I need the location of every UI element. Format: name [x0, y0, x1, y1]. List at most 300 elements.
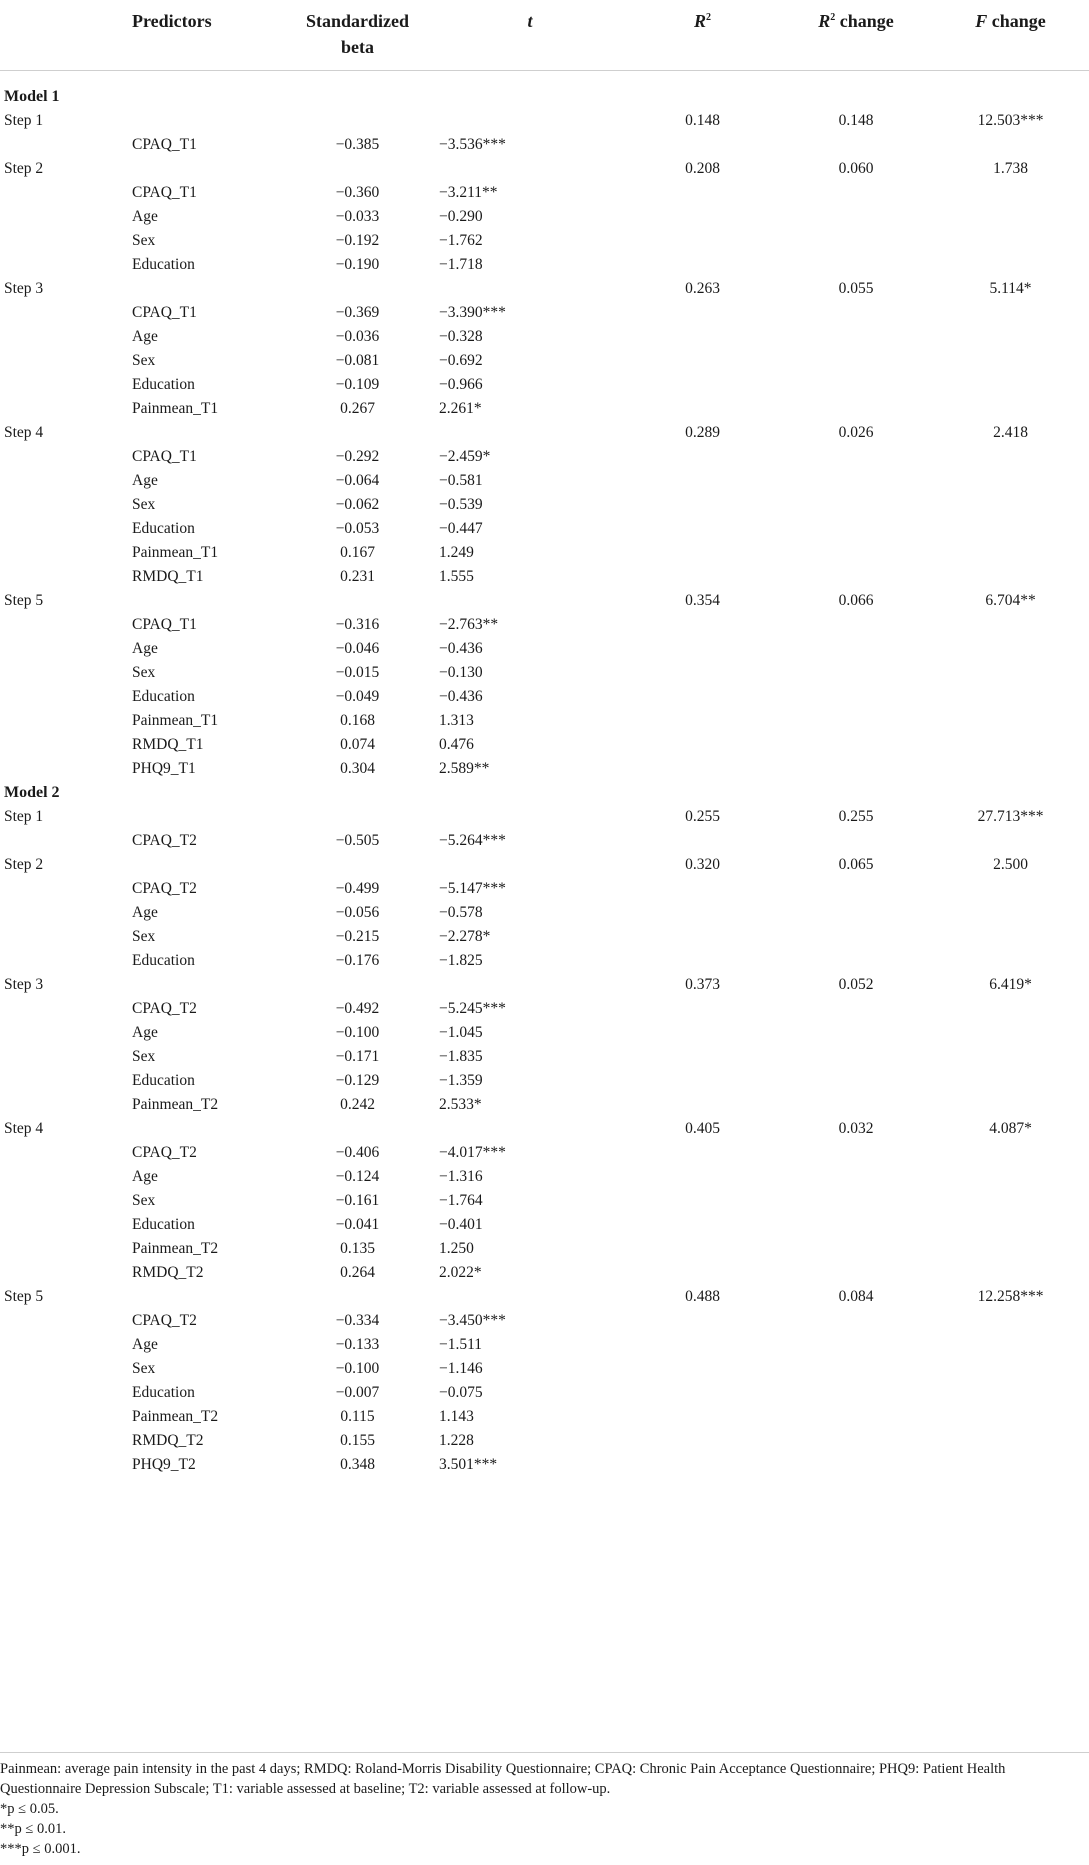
cell-f-change [932, 349, 1089, 373]
cell-predictor: Sex [132, 1360, 156, 1377]
predictor-row [0, 229, 1089, 253]
cell-beta: −0.133 [335, 1336, 380, 1353]
cell-f-change [932, 373, 1089, 397]
cell-r2-change [780, 469, 932, 493]
step-row [0, 1285, 1089, 1309]
cell-label [0, 1237, 128, 1261]
cell-label: Step 4 [4, 424, 44, 441]
cell-r2-change [780, 661, 932, 685]
cell-f-change: 12.258*** [977, 1288, 1044, 1305]
cell-beta: −0.015 [335, 664, 380, 681]
header-standardized-beta [280, 0, 435, 71]
spacer-row [0, 71, 1089, 86]
cell-r2-change [780, 397, 932, 421]
predictor-row [0, 1213, 1089, 1237]
cell-t: −1.835 [439, 1048, 483, 1065]
cell-predictor: CPAQ_T1 [132, 136, 197, 153]
step-row [0, 973, 1089, 997]
cell-r2 [625, 1189, 780, 1213]
cell-beta: 0.304 [340, 760, 375, 777]
header-r2-symbol: R [693, 11, 706, 31]
cell-label [0, 1309, 128, 1333]
cell-t [435, 589, 625, 613]
cell-r2 [625, 1261, 780, 1285]
cell-f-change: 2.500 [993, 856, 1028, 873]
cell-r2-change [780, 1045, 932, 1069]
cell-beta: 0.242 [340, 1096, 375, 1113]
cell-predictor: CPAQ_T2 [132, 1000, 197, 1017]
cell-f-change: 2.418 [993, 424, 1028, 441]
predictor-row [0, 901, 1089, 925]
cell-predictor: Sex [132, 1192, 156, 1209]
cell-label [0, 1405, 128, 1429]
cell-beta: −0.176 [335, 952, 380, 969]
cell-beta: −0.360 [335, 184, 380, 201]
cell-f-change [932, 1237, 1089, 1261]
cell-beta [280, 109, 435, 133]
cell-r2-change [780, 133, 932, 157]
step-row [0, 853, 1089, 877]
cell-r2: 0.405 [685, 1120, 720, 1137]
cell-f-change [932, 733, 1089, 757]
cell-label [0, 1045, 128, 1069]
cell-t: 3.501*** [439, 1456, 498, 1473]
cell-beta: −0.064 [335, 472, 380, 489]
cell-r2-change [780, 373, 932, 397]
cell-r2-change [780, 349, 932, 373]
cell-predictor: RMDQ_T1 [132, 568, 204, 585]
cell-label [0, 829, 128, 853]
header-r2 [625, 0, 780, 71]
cell-predictor: PHQ9_T1 [132, 760, 196, 777]
cell-r2 [625, 829, 780, 853]
cell-t: −1.764 [439, 1192, 483, 1209]
cell-label: Step 4 [4, 1120, 44, 1137]
header-fc-text: change [987, 11, 1046, 31]
cell-r2 [625, 1309, 780, 1333]
cell-t [435, 805, 625, 829]
cell-predictor: CPAQ_T2 [132, 1144, 197, 1161]
cell-t: −3.211** [439, 184, 498, 201]
cell-f-change [932, 1213, 1089, 1237]
step-row [0, 277, 1089, 301]
cell-predictor: Painmean_T1 [132, 712, 219, 729]
cell-f-change [932, 1357, 1089, 1381]
cell-r2-change [780, 205, 932, 229]
predictor-row [0, 373, 1089, 397]
predictor-row [0, 1237, 1089, 1261]
table-body [0, 71, 1089, 1478]
cell-beta: −0.081 [335, 352, 380, 369]
cell-label [0, 709, 128, 733]
cell-r2-change [780, 445, 932, 469]
cell-f-change [932, 1021, 1089, 1045]
cell-predictor: CPAQ_T1 [132, 184, 197, 201]
cell-beta: 0.135 [340, 1240, 375, 1257]
cell-predictor: Painmean_T2 [132, 1096, 219, 1113]
cell-f-change [932, 301, 1089, 325]
cell-beta: −0.334 [335, 1312, 380, 1329]
cell-beta: 0.168 [340, 712, 375, 729]
header-r2c-symbol: R [818, 11, 831, 31]
cell-t [435, 421, 625, 445]
cell-f-change [932, 949, 1089, 973]
cell-r2: 0.148 [685, 112, 720, 129]
cell-r2: 0.208 [685, 160, 720, 177]
cell-r2 [625, 325, 780, 349]
cell-t: 2.022* [439, 1264, 482, 1281]
cell-beta: −0.053 [335, 520, 380, 537]
cell-beta [280, 589, 435, 613]
cell-beta: −0.036 [335, 328, 380, 345]
step-row [0, 109, 1089, 133]
footnote-sig-05: *p ≤ 0.05. [0, 1801, 59, 1817]
cell-f-change [932, 1189, 1089, 1213]
cell-t: −1.718 [439, 256, 483, 273]
cell-beta [280, 805, 435, 829]
table-header-row [0, 0, 1089, 71]
cell-r2-change [780, 85, 932, 109]
cell-r2-change: 0.255 [838, 808, 874, 825]
model-header-row [0, 85, 1089, 109]
cell-r2 [625, 781, 780, 805]
cell-beta [280, 85, 435, 109]
cell-r2: 0.488 [685, 1288, 720, 1305]
cell-beta: −0.046 [335, 640, 380, 657]
cell-t: −1.762 [439, 232, 483, 249]
cell-t [435, 85, 625, 109]
predictor-row [0, 949, 1089, 973]
cell-t [435, 157, 625, 181]
predictor-row [0, 1045, 1089, 1069]
cell-r2-change [780, 637, 932, 661]
cell-t [435, 973, 625, 997]
cell-r2-change [780, 301, 932, 325]
cell-label: Step 5 [4, 1288, 44, 1305]
cell-label: Step 2 [4, 856, 44, 873]
predictor-row [0, 325, 1089, 349]
cell-t [435, 781, 625, 805]
cell-beta [280, 277, 435, 301]
cell-predictor: Education [132, 520, 195, 537]
cell-r2 [625, 1021, 780, 1045]
cell-label: Step 3 [4, 280, 44, 297]
cell-predictor: Age [132, 640, 158, 657]
cell-f-change [932, 829, 1089, 853]
step-row [0, 421, 1089, 445]
cell-predictor [128, 973, 280, 997]
cell-label [0, 349, 128, 373]
header-t-symbol: t [527, 11, 533, 31]
predictor-row [0, 757, 1089, 781]
header-beta-line1: Standardized [305, 11, 410, 31]
cell-r2-change [780, 925, 932, 949]
cell-predictor: Education [132, 256, 195, 273]
cell-t: 1.250 [439, 1240, 474, 1257]
cell-t: 1.249 [439, 544, 474, 561]
header-t [435, 0, 625, 71]
cell-r2 [625, 397, 780, 421]
cell-beta: 0.167 [340, 544, 375, 561]
cell-r2 [625, 1213, 780, 1237]
cell-t: −3.450*** [439, 1312, 506, 1329]
cell-f-change [932, 685, 1089, 709]
cell-r2 [625, 949, 780, 973]
header-fc-symbol: F [975, 11, 988, 31]
cell-t [435, 853, 625, 877]
cell-r2 [625, 301, 780, 325]
cell-predictor [128, 277, 280, 301]
cell-t: −0.328 [439, 328, 483, 345]
cell-r2 [625, 685, 780, 709]
cell-r2-change [780, 997, 932, 1021]
cell-t: −4.017*** [439, 1144, 506, 1161]
cell-predictor: Painmean_T1 [132, 400, 219, 417]
cell-r2 [625, 1333, 780, 1357]
cell-f-change [932, 469, 1089, 493]
cell-label [0, 1453, 128, 1477]
predictor-row [0, 661, 1089, 685]
cell-r2: 0.255 [685, 808, 720, 825]
cell-r2 [625, 181, 780, 205]
cell-predictor: Sex [132, 1048, 156, 1065]
cell-label [0, 541, 128, 565]
cell-predictor [128, 1285, 280, 1309]
cell-label [0, 997, 128, 1021]
predictor-row [0, 469, 1089, 493]
cell-label [0, 613, 128, 637]
cell-f-change [932, 205, 1089, 229]
cell-predictor: Painmean_T2 [132, 1240, 219, 1257]
predictor-row [0, 733, 1089, 757]
predictor-row [0, 181, 1089, 205]
cell-predictor: Age [132, 1024, 158, 1041]
predictor-row [0, 1357, 1089, 1381]
cell-label: Model 2 [4, 784, 60, 801]
cell-predictor: Education [132, 1216, 195, 1233]
predictor-row [0, 1141, 1089, 1165]
cell-predictor [128, 589, 280, 613]
cell-r2-change [780, 253, 932, 277]
cell-label [0, 733, 128, 757]
header-blank [0, 0, 128, 71]
predictor-row [0, 301, 1089, 325]
predictor-row [0, 709, 1089, 733]
cell-beta [280, 157, 435, 181]
cell-r2 [625, 1453, 780, 1477]
cell-predictor: Education [132, 1384, 195, 1401]
cell-r2-change [780, 1069, 932, 1093]
cell-predictor: Education [132, 952, 195, 969]
cell-predictor: Painmean_T2 [132, 1408, 219, 1425]
cell-r2 [625, 253, 780, 277]
header-r2-change [780, 0, 932, 71]
cell-t: −0.578 [439, 904, 483, 921]
cell-r2-change: 0.065 [838, 856, 874, 873]
cell-beta: −0.161 [335, 1192, 380, 1209]
cell-f-change [932, 877, 1089, 901]
cell-predictor: Age [132, 472, 158, 489]
predictor-row [0, 445, 1089, 469]
cell-beta [280, 1285, 435, 1309]
cell-predictor: RMDQ_T2 [132, 1432, 204, 1449]
cell-r2-change [780, 1309, 932, 1333]
cell-f-change [932, 133, 1089, 157]
cell-t: −0.436 [439, 688, 483, 705]
predictor-row [0, 613, 1089, 637]
cell-predictor: CPAQ_T1 [132, 304, 197, 321]
cell-f-change [932, 1045, 1089, 1069]
predictor-row [0, 1069, 1089, 1093]
cell-r2-change [780, 1213, 932, 1237]
cell-label [0, 901, 128, 925]
cell-t [435, 1117, 625, 1141]
cell-beta: −0.385 [335, 136, 380, 153]
cell-label: Model 1 [4, 88, 60, 105]
cell-r2-change [780, 1333, 932, 1357]
step-row [0, 589, 1089, 613]
predictor-row [0, 829, 1089, 853]
cell-r2 [625, 709, 780, 733]
cell-predictor [128, 853, 280, 877]
cell-r2: 0.373 [685, 976, 720, 993]
cell-r2-change [780, 1189, 932, 1213]
cell-r2 [625, 373, 780, 397]
cell-label [0, 925, 128, 949]
predictor-row [0, 133, 1089, 157]
cell-beta: 0.074 [340, 736, 375, 753]
cell-t: −1.359 [439, 1072, 483, 1089]
cell-label [0, 133, 128, 157]
cell-f-change [932, 1141, 1089, 1165]
cell-t: 1.555 [439, 568, 474, 585]
cell-f-change [932, 493, 1089, 517]
cell-beta: −0.100 [335, 1024, 380, 1041]
cell-label [0, 181, 128, 205]
cell-r2-change [780, 541, 932, 565]
cell-t: −1.146 [439, 1360, 483, 1377]
cell-r2 [625, 661, 780, 685]
cell-r2 [625, 1357, 780, 1381]
cell-t: −1.511 [439, 1336, 483, 1353]
cell-predictor [128, 157, 280, 181]
cell-beta: −0.100 [335, 1360, 380, 1377]
cell-t: −5.264*** [439, 832, 506, 849]
cell-r2 [625, 1045, 780, 1069]
cell-t: −2.459* [439, 448, 491, 465]
cell-r2 [625, 1165, 780, 1189]
header-r2-superscript: 2 [706, 12, 711, 23]
cell-label [0, 757, 128, 781]
cell-f-change [932, 637, 1089, 661]
cell-label [0, 493, 128, 517]
cell-t: 1.313 [439, 712, 474, 729]
cell-label [0, 1093, 128, 1117]
cell-predictor: CPAQ_T1 [132, 448, 197, 465]
cell-predictor: CPAQ_T1 [132, 616, 197, 633]
cell-beta: −0.062 [335, 496, 380, 513]
cell-r2-change [780, 325, 932, 349]
cell-f-change [932, 85, 1089, 109]
cell-r2 [625, 565, 780, 589]
predictor-row [0, 397, 1089, 421]
cell-r2 [625, 1405, 780, 1429]
cell-predictor: Education [132, 1072, 195, 1089]
cell-t: 2.589** [439, 760, 490, 777]
cell-t: −1.316 [439, 1168, 483, 1185]
cell-predictor: Sex [132, 352, 156, 369]
predictor-row [0, 1381, 1089, 1405]
cell-r2 [625, 997, 780, 1021]
model-header-row [0, 781, 1089, 805]
cell-label [0, 325, 128, 349]
cell-f-change [932, 517, 1089, 541]
cell-predictor: Education [132, 688, 195, 705]
cell-r2 [625, 757, 780, 781]
cell-f-change [932, 397, 1089, 421]
cell-beta: 0.348 [340, 1456, 375, 1473]
cell-f-change: 4.087* [989, 1120, 1032, 1137]
cell-f-change: 5.114* [989, 280, 1032, 297]
cell-r2: 0.263 [685, 280, 720, 297]
cell-label [0, 1021, 128, 1045]
cell-r2-change [780, 709, 932, 733]
cell-t: −5.147*** [439, 880, 506, 897]
predictor-row [0, 1453, 1089, 1477]
cell-predictor: CPAQ_T2 [132, 832, 197, 849]
cell-beta: 0.267 [340, 400, 375, 417]
cell-t [435, 277, 625, 301]
cell-label [0, 1189, 128, 1213]
cell-r2-change [780, 493, 932, 517]
cell-label [0, 205, 128, 229]
cell-t: −0.447 [439, 520, 483, 537]
cell-label [0, 637, 128, 661]
cell-r2: 0.354 [685, 592, 720, 609]
cell-r2-change [780, 1261, 932, 1285]
cell-t: −0.401 [439, 1216, 483, 1233]
cell-t: −3.536*** [439, 136, 506, 153]
cell-beta: −0.124 [335, 1168, 380, 1185]
cell-beta [280, 1117, 435, 1141]
cell-predictor: Sex [132, 232, 156, 249]
predictor-row [0, 1309, 1089, 1333]
predictor-row [0, 925, 1089, 949]
predictor-row [0, 1021, 1089, 1045]
cell-r2 [625, 901, 780, 925]
header-f-change [932, 0, 1089, 71]
cell-r2-change: 0.066 [838, 592, 874, 609]
cell-t: −0.130 [439, 664, 483, 681]
cell-t: 1.228 [439, 1432, 474, 1449]
cell-r2-change [780, 877, 932, 901]
cell-label [0, 685, 128, 709]
cell-r2 [625, 133, 780, 157]
cell-f-change [932, 325, 1089, 349]
cell-predictor: CPAQ_T2 [132, 880, 197, 897]
cell-r2 [625, 613, 780, 637]
predictor-row [0, 349, 1089, 373]
predictor-row [0, 541, 1089, 565]
cell-r2 [625, 1237, 780, 1261]
cell-r2-change [780, 733, 932, 757]
cell-f-change [932, 757, 1089, 781]
cell-f-change: 27.713*** [977, 808, 1044, 825]
cell-label: Step 2 [4, 160, 44, 177]
cell-label [0, 565, 128, 589]
cell-label [0, 229, 128, 253]
cell-beta [280, 781, 435, 805]
